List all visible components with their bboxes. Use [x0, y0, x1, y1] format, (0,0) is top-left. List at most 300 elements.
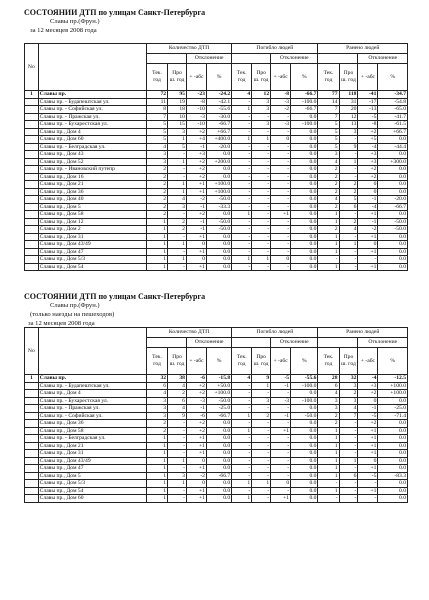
row-value: 0.0 [291, 435, 318, 443]
row-value: - [339, 487, 358, 495]
row-value: -2 [358, 226, 378, 234]
col-prev-year: Про ш. год [339, 64, 358, 91]
row-value: 0.0 [378, 487, 408, 495]
row-value: -2 [271, 106, 291, 114]
row-value: 0.0 [206, 263, 231, 271]
row-value: 1 [318, 442, 339, 450]
row-number [25, 203, 39, 211]
row-value: 3 [339, 128, 358, 136]
row-value: 1 [318, 487, 339, 495]
row-value: 0.0 [291, 256, 318, 264]
table-row [25, 405, 408, 413]
row-value: 0 [358, 241, 378, 249]
row-value: - [271, 173, 291, 181]
row-value: -3 [271, 121, 291, 129]
row-value: +66.7 [378, 128, 408, 136]
row-value: 0.0 [206, 457, 231, 465]
row-value: -1 [186, 405, 206, 413]
table-row [25, 211, 408, 219]
col-pct: % [206, 348, 231, 375]
report-note: (только наезды на пешеходов) [30, 311, 115, 318]
row-value: 1 [318, 233, 339, 241]
row-value: - [339, 211, 358, 219]
row-value: - [232, 397, 252, 405]
row-value: -1 [271, 382, 291, 390]
table-total-row [25, 375, 408, 383]
row-value: 1 [318, 427, 339, 435]
row-value: +100.0 [206, 390, 231, 398]
row-value: 2 [318, 181, 339, 189]
row-number [25, 173, 39, 181]
row-value: - [232, 420, 252, 428]
row-location: Славы пр., Дом 5 [38, 203, 146, 211]
row-value: 0.0 [206, 151, 231, 159]
col-blank [232, 338, 271, 348]
row-location: Славы пр., Дом 54 [38, 487, 146, 495]
row-value: +2 [186, 211, 206, 219]
row-location: Славы пр., Дом 43/49 [38, 241, 146, 249]
row-value: 5 [339, 196, 358, 204]
row-value: - [252, 420, 271, 428]
row-value: 0.0 [291, 151, 318, 159]
row-value: - [232, 218, 252, 226]
row-value: -8 [271, 91, 291, 99]
row-value: 0.0 [291, 143, 318, 151]
row-location: Славы пр., Дом 36 [38, 188, 146, 196]
row-value: 12 [252, 91, 271, 99]
row-value: - [252, 226, 271, 234]
row-number [25, 188, 39, 196]
row-location: Славы пр., Дом 43 [38, 151, 146, 159]
row-value: 1 [168, 256, 187, 264]
row-value: 1 [232, 480, 252, 488]
table-row [25, 106, 408, 114]
row-value: 0 [271, 256, 291, 264]
row-value: 0.0 [206, 450, 231, 458]
row-value: - [252, 248, 271, 256]
row-value: 0 [186, 241, 206, 249]
row-value: - [232, 450, 252, 458]
row-value: +100.0 [206, 181, 231, 189]
row-value: +200.0 [206, 158, 231, 166]
row-value: - [339, 263, 358, 271]
row-value: - [271, 158, 291, 166]
row-value: -100.0 [291, 397, 318, 405]
table-row [25, 487, 408, 495]
row-value: - [318, 480, 339, 488]
table-row [25, 263, 408, 271]
col-cur-year: Тек. год [318, 348, 339, 375]
row-value: 0.0 [291, 166, 318, 174]
row-value: 9 [252, 375, 271, 383]
row-value: 1 [168, 480, 187, 488]
row-number [25, 128, 39, 136]
row-value: 0.0 [378, 427, 408, 435]
row-value: 5 [318, 128, 339, 136]
row-number: 1 [25, 91, 39, 99]
row-value: +3 [358, 382, 378, 390]
row-value: 0.0 [378, 181, 408, 189]
report-title: СОСТОЯНИИ ДТП по улицам Санкт-Петербурга [24, 8, 206, 17]
row-value: - [271, 226, 291, 234]
row-value: 7 [147, 113, 168, 121]
row-location: Славы пр. - Софийская ул. [38, 412, 146, 420]
row-location: Славы пр. - Бухарестская ул. [38, 121, 146, 129]
row-value: - [252, 465, 271, 473]
row-number [25, 158, 39, 166]
row-value: - [252, 143, 271, 151]
row-value: 1 [147, 218, 168, 226]
row-location: Славы пр., Дом 5 [38, 472, 146, 480]
row-value: - [232, 128, 252, 136]
row-number [25, 263, 39, 271]
row-value: - [232, 472, 252, 480]
row-value: -50.0 [206, 218, 231, 226]
row-value: 0.0 [291, 427, 318, 435]
row-value: 3 [147, 151, 168, 159]
row-value: 0.0 [378, 495, 408, 503]
col-name [38, 44, 146, 91]
row-number [25, 233, 39, 241]
col-deviation: Отклонение [271, 338, 318, 348]
row-value: -20.0 [378, 196, 408, 204]
row-value: +2 [186, 382, 206, 390]
row-value: -3 [271, 98, 291, 106]
row-value: 2 [339, 390, 358, 398]
row-value: 4 [147, 143, 168, 151]
row-location: Славы пр., Дом 5/3 [38, 480, 146, 488]
col-group-injured: Ранено людей [318, 44, 408, 54]
row-value: - [232, 188, 252, 196]
row-value: +1 [358, 450, 378, 458]
row-value: 0.0 [378, 457, 408, 465]
row-value: 2 [339, 188, 358, 196]
col-blank [147, 338, 187, 348]
row-value: -6 [186, 412, 206, 420]
row-value: -8 [358, 121, 378, 129]
row-number [25, 211, 39, 219]
row-value: 1 [147, 435, 168, 443]
row-value: 0.0 [291, 181, 318, 189]
row-value: 4 [339, 405, 358, 413]
row-value: 7 [318, 106, 339, 114]
row-value: - [168, 233, 187, 241]
row-value: - [271, 113, 291, 121]
row-value: +1 [358, 465, 378, 473]
row-location: Славы пр., Дом 12 [38, 218, 146, 226]
row-location: Славы пр. - Белградская ул. [38, 435, 146, 443]
row-value: 0.0 [291, 495, 318, 503]
row-value: 0.0 [206, 487, 231, 495]
row-value: 0 [186, 457, 206, 465]
row-value: 5 [318, 121, 339, 129]
table-row [25, 188, 408, 196]
row-value: 2 [252, 412, 271, 420]
col-cur-year: Тек. год [232, 348, 252, 375]
row-value: 0 [271, 136, 291, 144]
row-value: -71.4 [378, 412, 408, 420]
row-value: 8 [147, 106, 168, 114]
row-value: - [271, 450, 291, 458]
row-value: 2 [147, 196, 168, 204]
row-location: Славы пр. - Пражская ул. [38, 405, 146, 413]
row-value: 0 [358, 181, 378, 189]
row-value: - [339, 173, 358, 181]
col-deviation: Отклонение [271, 54, 318, 64]
row-value: 0.0 [378, 151, 408, 159]
row-value: 0.0 [291, 233, 318, 241]
row-value: 4 [147, 390, 168, 398]
row-value: +1 [186, 495, 206, 503]
row-value: +2 [358, 390, 378, 398]
col-blank [232, 54, 271, 64]
row-value: 4 [318, 158, 339, 166]
table-row [25, 181, 408, 189]
report-street: Славы пр.(Фрун.) [50, 302, 100, 309]
row-value: +2 [186, 173, 206, 181]
row-value: -83.3 [378, 472, 408, 480]
row-value: 1 [252, 136, 271, 144]
row-value: - [271, 390, 291, 398]
row-value: 0.0 [206, 256, 231, 264]
row-value: 5 [168, 143, 187, 151]
row-value: 3 [147, 397, 168, 405]
row-value: 1 [168, 241, 187, 249]
row-value: 2 [339, 218, 358, 226]
row-value: 1 [232, 106, 252, 114]
table-row [25, 442, 408, 450]
row-value: 6 [318, 382, 339, 390]
row-value: -66.7 [291, 91, 318, 99]
table-row [25, 121, 408, 129]
row-value: 1 [339, 457, 358, 465]
row-value: +1 [271, 211, 291, 219]
row-value: 3 [147, 412, 168, 420]
row-value: 2 [147, 427, 168, 435]
row-value: 1 [147, 465, 168, 473]
row-value: - [232, 263, 252, 271]
row-value: 0.0 [378, 263, 408, 271]
row-value: - [168, 435, 187, 443]
row-value: 0 [358, 397, 378, 405]
row-value: 9 [339, 143, 358, 151]
col-prev-year: Про ш. год [252, 64, 271, 91]
row-value: 0.0 [206, 233, 231, 241]
row-number [25, 480, 39, 488]
row-value: - [271, 128, 291, 136]
row-value: - [232, 457, 252, 465]
row-location: Славы пр. - Софийская ул. [38, 106, 146, 114]
row-value: 6 [168, 397, 187, 405]
row-value: 3 [168, 203, 187, 211]
row-number [25, 143, 39, 151]
row-value: 1 [252, 382, 271, 390]
row-value: 1 [318, 248, 339, 256]
row-value: 0.0 [291, 218, 318, 226]
row-value: -30.0 [206, 113, 231, 121]
table-row [25, 226, 408, 234]
row-value: 1 [147, 472, 168, 480]
row-number [25, 248, 39, 256]
table-row [25, 98, 408, 106]
row-value: - [232, 248, 252, 256]
row-value: -25.0 [378, 405, 408, 413]
row-number [25, 121, 39, 129]
row-value: -50.0 [206, 226, 231, 234]
row-value: - [252, 166, 271, 174]
row-value: 1 [147, 256, 168, 264]
row-number [25, 420, 39, 428]
row-value: 0.0 [206, 435, 231, 443]
table-row [25, 166, 408, 174]
row-value: +1 [271, 495, 291, 503]
row-number [25, 450, 39, 458]
row-value: - [271, 457, 291, 465]
row-value: 6 [339, 472, 358, 480]
row-value: - [271, 151, 291, 159]
row-value: - [271, 203, 291, 211]
row-value: - [252, 158, 271, 166]
col-pct: % [378, 348, 408, 375]
row-value: - [271, 487, 291, 495]
row-value: +1 [358, 211, 378, 219]
row-value: -3 [186, 397, 206, 405]
table-row [25, 256, 408, 264]
row-location: Славы пр. - Будапештская ул. [38, 98, 146, 106]
col-no: No [25, 44, 39, 91]
row-value: -13 [358, 106, 378, 114]
row-value: 0.0 [378, 136, 408, 144]
row-number [25, 256, 39, 264]
table-row [25, 495, 408, 503]
row-value: 0.0 [291, 390, 318, 398]
row-value: - [271, 420, 291, 428]
table-row [25, 143, 408, 151]
row-value: -3 [271, 397, 291, 405]
row-value: 2 [147, 166, 168, 174]
row-value: 0.0 [206, 241, 231, 249]
row-value: +1 [186, 487, 206, 495]
row-location: Славы пр., Дом 5/3 [38, 256, 146, 264]
row-value: 0 [271, 480, 291, 488]
row-value: 1 [168, 158, 187, 166]
row-value: 1 [318, 218, 339, 226]
row-value: 0.0 [378, 188, 408, 196]
row-value: - [252, 495, 271, 503]
row-value: 2 [147, 420, 168, 428]
row-value: 0.0 [378, 173, 408, 181]
row-location: Славы пр., Дом 31 [38, 233, 146, 241]
row-value: 1 [147, 263, 168, 271]
col-group-accidents: Количество ДТП [147, 328, 232, 338]
row-value: -15.8 [206, 375, 231, 383]
row-value: - [339, 442, 358, 450]
table-row [25, 128, 408, 136]
row-value: 3 [318, 151, 339, 159]
row-value: 1 [147, 457, 168, 465]
report-period: за 12 месяцев 2008 года [28, 320, 95, 327]
row-value: 1 [232, 412, 252, 420]
row-value: -23 [186, 91, 206, 99]
row-value: 1 [147, 248, 168, 256]
col-prev-year: Про ш. год [252, 348, 271, 375]
row-number [25, 435, 39, 443]
row-value: - [168, 211, 187, 219]
row-value: 2 [147, 188, 168, 196]
row-number [25, 495, 39, 503]
row-value: +1 [186, 435, 206, 443]
row-value: - [252, 173, 271, 181]
row-value: 0.0 [378, 233, 408, 241]
row-value: - [339, 136, 358, 144]
row-value: - [232, 241, 252, 249]
table-row [25, 136, 408, 144]
row-location: Славы пр., Дом 52 [38, 158, 146, 166]
row-value: 0.0 [378, 465, 408, 473]
row-value: - [232, 166, 252, 174]
row-value: 0.0 [206, 442, 231, 450]
row-value: +3 [358, 151, 378, 159]
row-value: +2 [186, 128, 206, 136]
row-value: 13 [339, 121, 358, 129]
row-value: - [358, 480, 378, 488]
row-location: Славы пр., Дом 40 [38, 196, 146, 204]
row-value: - [252, 472, 271, 480]
row-value: - [252, 457, 271, 465]
row-location: Славы пр., Дом 60 [38, 136, 146, 144]
row-number [25, 472, 39, 480]
row-value: 1 [168, 188, 187, 196]
row-value: - [271, 181, 291, 189]
row-value: - [252, 487, 271, 495]
row-value: -55.6 [206, 106, 231, 114]
row-value: 0.0 [291, 248, 318, 256]
col-pct: % [291, 64, 318, 91]
row-value: 0.0 [378, 256, 408, 264]
row-value: +2 [358, 173, 378, 181]
row-value: +100.0 [206, 188, 231, 196]
row-value: 31 [339, 98, 358, 106]
row-number [25, 390, 39, 398]
row-location: Славы пр., Дом 54 [38, 263, 146, 271]
row-value: -1 [358, 196, 378, 204]
row-value: 9 [168, 412, 187, 420]
row-value: 15 [168, 121, 187, 129]
row-location: Славы пр., Дом 43/49 [38, 457, 146, 465]
row-value: 5 [318, 136, 339, 144]
row-value: 0.0 [206, 248, 231, 256]
row-value: 4 [339, 226, 358, 234]
row-value: +3 [358, 158, 378, 166]
row-value: -50.0 [378, 226, 408, 234]
row-number [25, 136, 39, 144]
table-row [25, 472, 408, 480]
row-value: +2 [358, 420, 378, 428]
col-prev-year: Про ш. год [168, 64, 187, 91]
row-value: 10 [168, 113, 187, 121]
row-value: - [339, 248, 358, 256]
row-value: - [232, 487, 252, 495]
table-header [25, 44, 408, 91]
row-value: 5 [147, 121, 168, 129]
row-value: -55.6 [291, 375, 318, 383]
row-value: 1 [147, 480, 168, 488]
row-location: Славы пр. - Пражская ул. [38, 113, 146, 121]
row-value: 0.0 [206, 211, 231, 219]
row-value: +3 [186, 151, 206, 159]
col-name [38, 328, 146, 375]
row-location: Славы пр., Дом 58 [38, 427, 146, 435]
